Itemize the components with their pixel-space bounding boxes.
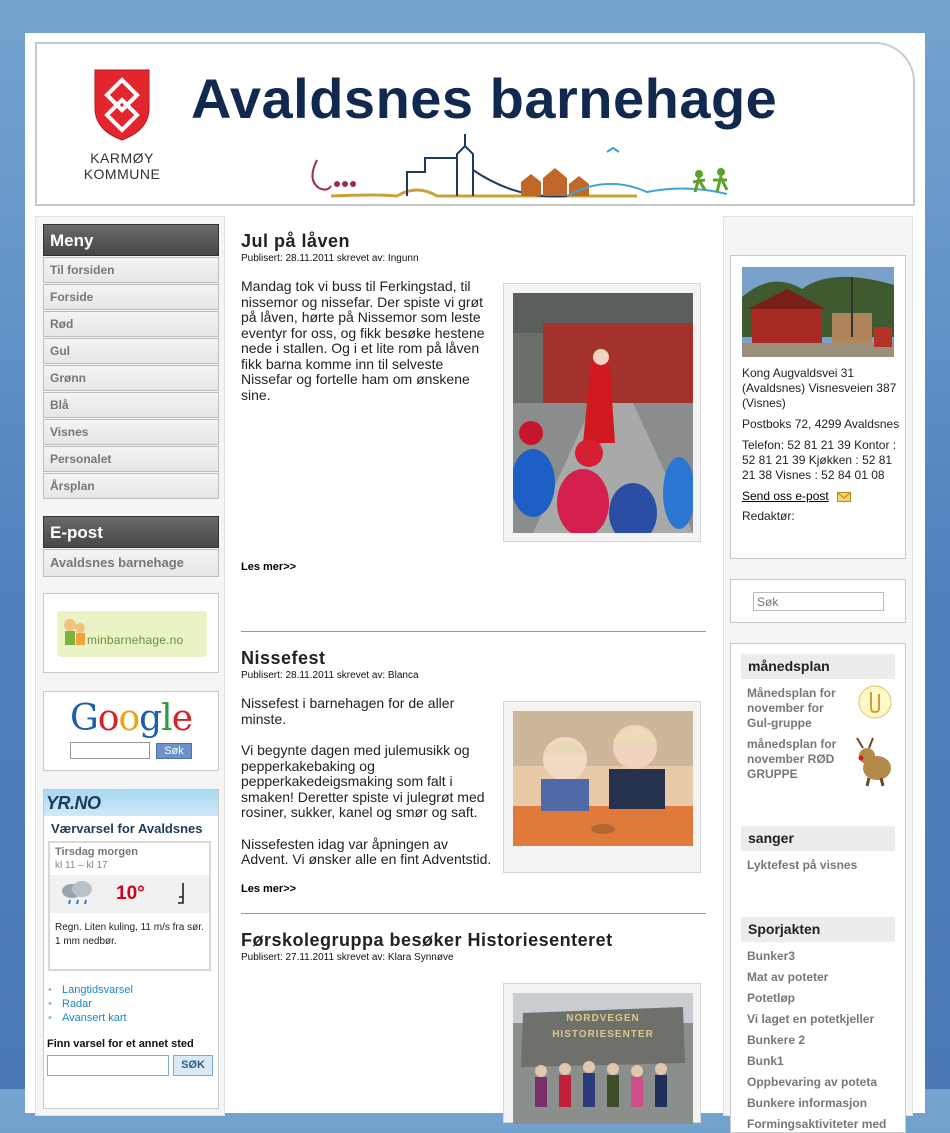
find-forecast-label: Finn varsel for et annet sted bbox=[47, 1038, 194, 1050]
address: Kong Augvaldsvei 31 (Avaldsnes) Visnesveien 387 (Visnes) bbox=[742, 366, 897, 410]
menu-item-arsplan[interactable]: Årsplan bbox=[43, 473, 219, 499]
article-paragraph: Nissefest i barnehagen for de aller minste. bbox=[241, 695, 455, 727]
site-search-input[interactable] bbox=[753, 592, 884, 611]
historiesenter-photo[interactable] bbox=[513, 993, 693, 1124]
envelope-icon[interactable] bbox=[837, 492, 851, 502]
manedsplan-header: månedsplan bbox=[741, 654, 895, 679]
main-menu bbox=[43, 224, 219, 499]
santa-barn-photo[interactable] bbox=[513, 293, 693, 533]
site-title[interactable]: Avaldsnes barnehage bbox=[191, 67, 778, 130]
menu-item-til-forsiden[interactable]: Til forsiden bbox=[43, 257, 219, 283]
forecast-description: Regn. Liten kuling, 11 m/s fra sør. 1 mm nedbør. bbox=[55, 922, 204, 947]
editor: Redaktør: bbox=[742, 509, 795, 523]
phone-numbers: Telefon: 52 81 21 39 Kontor : 52 81 21 39 Kjøkken : 52 81 21 38 Visnes : 52 84 01 08 bbox=[742, 438, 897, 482]
logo-line-1: KARMØY bbox=[90, 150, 154, 166]
menu-item-forside[interactable]: Forside bbox=[43, 284, 219, 310]
sporjakten-link[interactable]: Oppbevaring av poteta bbox=[747, 1075, 878, 1089]
google-logo: Google bbox=[69, 698, 192, 739]
article-divider bbox=[241, 631, 706, 632]
epost-item-avaldsnes[interactable]: Avaldsnes barnehage bbox=[43, 549, 219, 577]
manedsplan-gul-link[interactable]: Månedsplan for november for Gul-gruppe bbox=[747, 686, 836, 730]
article-title[interactable]: Jul på låven bbox=[241, 231, 351, 251]
site-header bbox=[35, 42, 915, 206]
sporjakten-link[interactable]: Bunk1 bbox=[747, 1054, 784, 1068]
weather-widget bbox=[43, 789, 219, 1109]
logo-text bbox=[77, 150, 167, 182]
reindeer-icon bbox=[851, 736, 897, 788]
kindergarten-building-photo[interactable] bbox=[742, 267, 894, 357]
sporjakten-link[interactable]: Formingsaktiviteter med bbox=[747, 1117, 887, 1131]
main-content bbox=[231, 216, 711, 1116]
read-more-link[interactable]: Les mer>> bbox=[241, 883, 297, 895]
sanger-header: sanger bbox=[741, 826, 895, 851]
weather-links bbox=[48, 983, 133, 1025]
article-meta: Publisert: 28.11.2011 skrevet av: Ingunn bbox=[241, 253, 419, 264]
article-paragraph: Nissefesten idag var åpningen av Advent. Vi ønsker alle en fint Adventstid. bbox=[241, 835, 492, 867]
minbarnehage-widget[interactable] bbox=[43, 593, 219, 673]
coat-of-arms-icon bbox=[93, 68, 151, 142]
forecast-place-input[interactable] bbox=[47, 1055, 169, 1076]
contact-box bbox=[730, 255, 906, 559]
sporjakten-link[interactable]: Potetløp bbox=[747, 991, 795, 1005]
article-paragraph: Vi begynte dagen med julemusikk og pepperkakebaking og pepperkakedeigsmaking som falt i smaken! Deretter spiste vi julegrøt med rosiner, sukker, kanel og smør og saft. bbox=[241, 742, 485, 820]
historiesenter-sign: NORDVEGEN HISTORIESENTER bbox=[552, 1013, 654, 1040]
forecast-strip bbox=[50, 875, 209, 913]
logo-line-2: KOMMUNE bbox=[83, 166, 161, 182]
langtidsvarsel-link[interactable]: • Langtidsvarsel bbox=[48, 983, 133, 997]
sporjakten-link[interactable]: Mat av poteter bbox=[747, 970, 829, 984]
karmoy-logo[interactable] bbox=[77, 68, 167, 198]
yr-logo: YR.NO bbox=[46, 793, 101, 813]
right-sidebar bbox=[723, 216, 913, 1131]
epost-menu bbox=[43, 516, 219, 577]
article-body bbox=[241, 696, 496, 884]
article-body bbox=[241, 279, 496, 419]
menu-item-bla[interactable]: Blå bbox=[43, 392, 219, 418]
send-email-link[interactable]: Send oss e-post bbox=[742, 489, 829, 503]
article-photo-frame bbox=[503, 283, 701, 542]
google-search-button[interactable]: Søk bbox=[156, 743, 192, 759]
skyline-illustration-icon bbox=[307, 130, 767, 206]
forecast-search-button[interactable]: SØK bbox=[173, 1055, 213, 1076]
contact-details bbox=[742, 366, 900, 530]
forecast-day: Tirsdag morgen bbox=[55, 846, 138, 858]
children-baking-photo[interactable] bbox=[513, 711, 693, 846]
manedsplan-rod-link[interactable]: månedsplan for november RØD GRUPPE bbox=[747, 737, 837, 781]
links-box bbox=[730, 643, 906, 1133]
avansert-kart-link[interactable]: • Avansert kart bbox=[48, 1011, 133, 1025]
article-paragraph: Mandag tok vi buss til Ferkingstad, til nissemor og nissefar. Der spiste vi grøt på låven, hørte på Nissemor som leste eventyr for oss, og fikk besøke hestene nede i stallen. Og i et lite rom på låven fikk barna komme inn til selveste Nissefar og fortelle ham om ønskene sine. bbox=[241, 278, 485, 403]
sporjakten-header: Sporjakten bbox=[741, 917, 895, 942]
sporjakten-link[interactable]: Bunker3 bbox=[747, 949, 796, 963]
minbarnehage-banner[interactable] bbox=[57, 611, 207, 657]
yr-banner[interactable] bbox=[44, 790, 218, 816]
article-photo-frame bbox=[503, 983, 701, 1123]
wind-arrow-icon bbox=[176, 881, 190, 907]
article-nissefest bbox=[241, 647, 706, 895]
minbarnehage-text: minbarnehage.no bbox=[87, 633, 184, 647]
article-jul-pa-laven bbox=[241, 230, 706, 580]
menu-title: Meny bbox=[43, 224, 219, 256]
read-more-link[interactable]: Les mer>> bbox=[241, 561, 297, 573]
article-forskolegruppa bbox=[241, 929, 706, 1119]
menu-item-gul[interactable]: Gul bbox=[43, 338, 219, 364]
epost-title: E-post bbox=[43, 516, 219, 548]
children-icon bbox=[61, 617, 87, 651]
sporjakten-link[interactable]: Bunkere informasjon bbox=[747, 1096, 868, 1110]
article-title[interactable]: Nissefest bbox=[241, 648, 326, 668]
menu-item-rod[interactable]: Rød bbox=[43, 311, 219, 337]
weather-title[interactable]: Værvarsel for Avaldsnes bbox=[51, 821, 203, 836]
google-search-input[interactable] bbox=[70, 742, 150, 759]
temperature: 10° bbox=[116, 883, 145, 904]
sang-link[interactable]: Lyktefest på visnes bbox=[747, 858, 858, 872]
site-search-box bbox=[730, 579, 906, 623]
forecast-period: kl 11 – kl 17 bbox=[55, 860, 108, 871]
rain-cloud-icon bbox=[58, 879, 96, 909]
article-meta: Publisert: 28.11.2011 skrevet av: Blanca bbox=[241, 670, 419, 681]
sporjakten-link[interactable]: Vi laget en potetkjeller bbox=[747, 1012, 875, 1026]
menu-item-visnes[interactable]: Visnes bbox=[43, 419, 219, 445]
email-row bbox=[742, 489, 900, 504]
menu-item-personalet[interactable]: Personalet bbox=[43, 446, 219, 472]
article-meta: Publisert: 27.11.2011 skrevet av: Klara Synnøve bbox=[241, 952, 454, 963]
article-photo-frame bbox=[503, 701, 701, 873]
article-title[interactable]: Førskolegruppa besøker Historiesenteret bbox=[241, 930, 613, 950]
radar-link[interactable]: • Radar bbox=[48, 997, 133, 1011]
page bbox=[25, 33, 925, 1131]
sporjakten-link[interactable]: Bunkere 2 bbox=[747, 1033, 806, 1047]
forecast-card bbox=[48, 841, 211, 971]
left-sidebar bbox=[35, 216, 225, 1116]
paperclip-note-icon bbox=[857, 684, 893, 720]
postbox: Postboks 72, 4299 Avaldsnes bbox=[742, 417, 900, 431]
article-divider bbox=[241, 913, 706, 914]
menu-item-gronn[interactable]: Grønn bbox=[43, 365, 219, 391]
google-search-widget bbox=[43, 691, 219, 771]
